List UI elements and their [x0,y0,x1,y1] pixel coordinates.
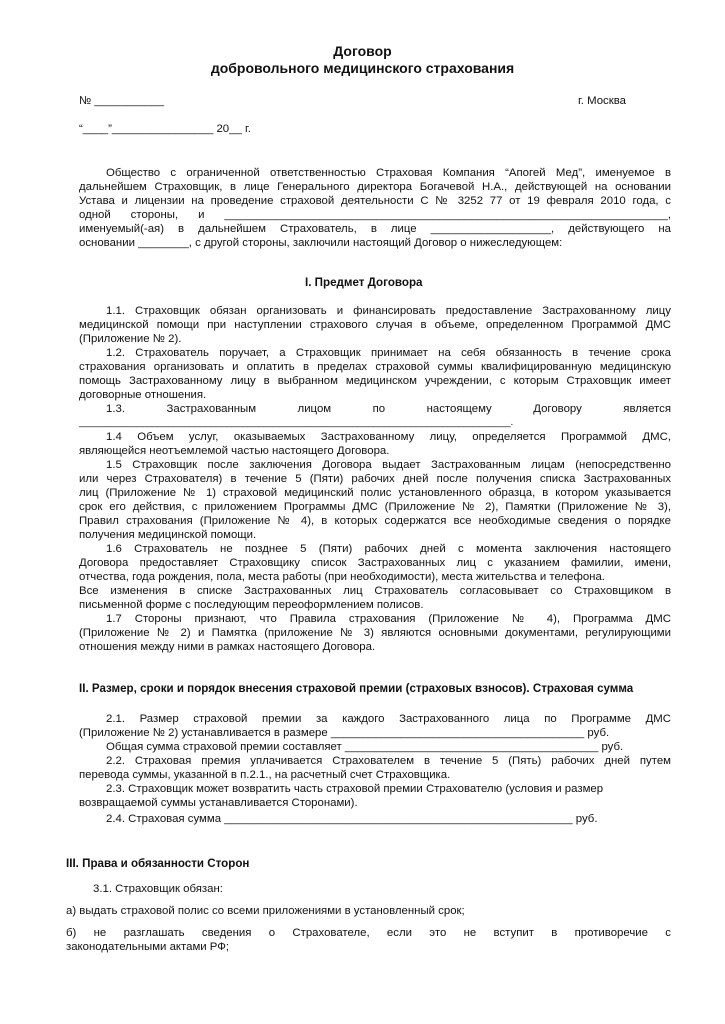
text-line: срок его действия, с приложением Программы ДМС (Приложение № 2), Памятки (Приложение № 3), [79,501,671,513]
text-line: 2.2. Страховая премия уплачивается Страхователем в течение 5 (Пять) рабочих дней путем [106,755,671,767]
section-1-heading: I. Предмет Договора [305,276,423,289]
document-subtitle: добровольного медицинского страхования [210,60,515,76]
text-line: б) не разглашать сведения о Страхователе, если это не вступит в противоречие с [66,927,671,939]
text-line: отчества, года рождения, пола, места работы (при необходимости), места жительства и телефона. [79,571,605,583]
text-line: Правил страхования (Приложение № 4), в которых содержатся все необходимые сведения о порядке [79,515,671,527]
text-line: страхования организовать и оплатить в пределах страховой суммы квалифицированную медицинскую [79,361,671,373]
text-line: 1.3. Застрахованным лицом по настоящему Договору является [106,403,671,415]
text-line: именуемый(-ая) в дальнейшем Страхователь, в лице ___________________, действующего на [79,223,671,235]
text-line: 1.2. Страхователь поручает, а Страховщик принимает на себя обязанность в течение срока [106,347,671,359]
text-line: 1.6 Страхователь не позднее 5 (Пяти) рабочих дней с момента заключения настоящего [106,543,671,555]
text-line: а) выдать страховой полис со всеми приложениями в установленный срок; [66,905,465,917]
text-line: 2.1. Размер страховой премии за каждого Застрахованного лица по Программе ДМС [106,713,671,725]
text-line: 3.1. Страховщик обязан: [93,883,223,895]
date-line: “____”________________ 20__ г. [79,123,251,135]
text-line: письменной форме с последующим переоформлением полисов. [79,599,424,611]
text-line: Все изменения в списке Застрахованных лиц Страхователь согласовывает со Страховщиком в [79,585,671,597]
city: г. Москва [578,95,626,107]
text-line: помощь Застрахованному лицу в выбранном медицинском учреждении, с которым Страховщик имеет [79,375,671,387]
text-line: являющейся неотъемлемой частью настоящего Договора. [79,445,390,457]
text-line: 1.5 Страховщик после заключения Договора выдает Застрахованным лицам (непосредственно [106,459,671,471]
text-line: 2.3. Страховщик может возвратить часть страховой премии Страхователю (условия и размер [106,783,604,795]
text-line: (Приложение № 2) и Памятка (приложение № 3) являются основными документами, регулирующими [79,627,671,639]
section-2-heading: II. Размер, сроки и порядок внесения страховой премии (страховых взносов). Страховая сумма [79,682,634,695]
section-3-heading: III. Права и обязанности Сторон [66,857,250,870]
text-line: получения медицинской помощи. [79,529,257,541]
document-title: Договор [333,43,392,59]
text-line: Общество с ограниченной ответственностью Страховая Компания “Апогей Мед”, именуемое в [106,167,671,179]
text-line: 1.7 Стороны признают, что Правила страхования (Приложение № 4), Программа ДМС [106,613,671,625]
text-line: перевода суммы, указанной в п.2.1., на расчетный счет Страховщика. [79,769,451,781]
contract-number: № ___________ [79,95,165,107]
text-line: 2.4. Страховая сумма _______________________________________________________ руб. [106,813,598,825]
text-line: лиц (Приложение № 1) страховой медицинский полис установленного образца, в котором указывается [79,487,671,499]
text-line: дальнейшем Страховщик, в лице Генерального директора Богачевой Н.А., действующей на основании [79,181,671,193]
text-line: или через Страхователя) в течение 5 (Пяти) рабочих дней после получения списка Застрахованных [79,473,671,485]
text-line: одной стороны, и ______________________________________________________________________, [79,209,671,221]
text-line: __________________________________________________________________________________. [79,417,513,428]
text-line: законодательными актами РФ; [66,941,230,953]
text-line: договорные отношения. [79,389,207,401]
text-line: 1.4 Объем услуг, оказываемых Застрахованному лицу, определяется Программой ДМС, [106,431,671,443]
text-line: (Приложение № 2). [79,333,182,345]
text-line: медицинской помощи при наступлении страхового случая в объеме, определенном Программой ДМС [79,319,671,331]
text-line: 1.1. Страховщик обязан организовать и финансировать предоставление Застрахованному лицу [106,305,671,317]
text-line: Устава и лицензии на проведение страховой деятельности С № 3252 77 от 19 февраля 2010 года, с [79,195,671,207]
text-line: Договора предоставляет Страховщику список Застрахованных лиц с указанием фамилии, имени, [79,557,671,569]
text-line: Общая сумма страховой премии составляет ________________________________________ руб. [106,741,624,753]
text-line: возвращаемой суммы устанавливается Сторонами). [79,797,358,809]
text-line: основании ________, с другой стороны, заключили настоящий Договор о нижеследующем: [79,237,563,249]
text-line: отношения между ними в рамках настоящего Договора. [79,641,376,653]
text-line: (Приложение № 2) устанавливается в размере ________________________________________ руб. [79,727,610,739]
